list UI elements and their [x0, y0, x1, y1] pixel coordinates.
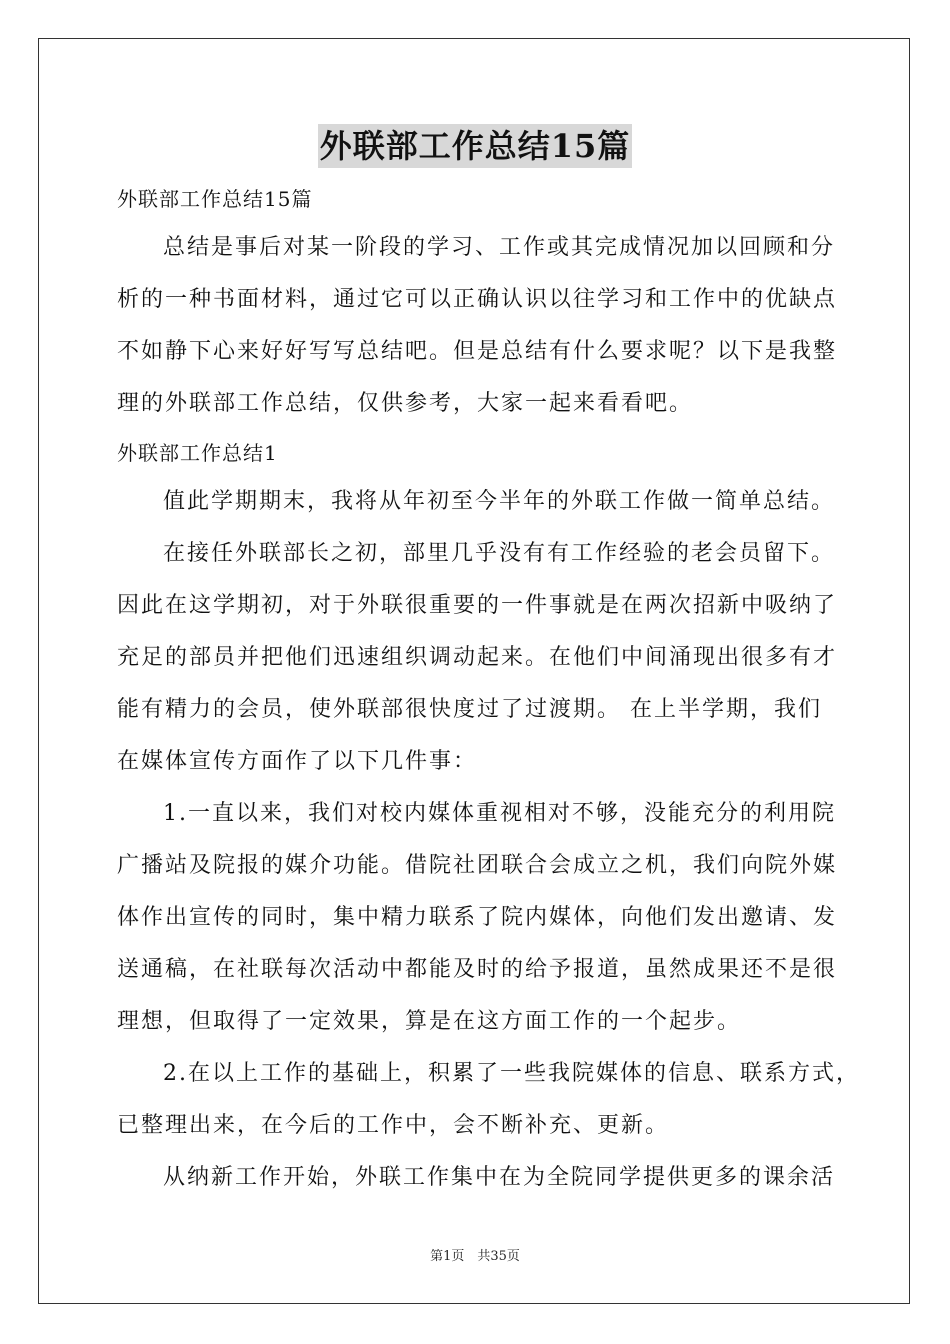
para3-line: 理想，但取得了一定效果，算是在这方面工作的一个起步。: [117, 1009, 742, 1034]
para5-line: 从纳新工作开始，外联工作集中在为全院同学提供更多的课余活: [163, 1165, 836, 1190]
document-title: 外联部工作总结15篇: [318, 124, 633, 168]
section-heading: 外联部工作总结1: [117, 441, 278, 465]
document-body: [117, 176, 860, 1204]
para2-line: 在媒体宣传方面作了以下几件事：: [117, 749, 478, 774]
page-footer: [0, 1245, 950, 1264]
para3-line: 1.一直以来，我们对校内媒体重视相对不够，没能充分的利用院: [163, 801, 836, 826]
page-number: 第1页 共35页: [430, 1249, 520, 1264]
intro-line: 总结是事后对某一阶段的学习、工作或其完成情况加以回顾和分: [163, 235, 836, 260]
para3-line: 广播站及院报的媒介功能。借院社团联合会成立之机，我们向院外媒: [117, 853, 838, 878]
title-wrap: [0, 124, 950, 168]
para2-line: 在接任外联部长之初，部里几乎没有有工作经验的老会员留下。: [163, 541, 836, 566]
subtitle: 外联部工作总结15篇: [117, 187, 313, 211]
para3-line: 送通稿，在社联每次活动中都能及时的给予报道，虽然成果还不是很: [117, 957, 838, 982]
para2-line: 因此在这学期初，对于外联很重要的一件事就是在两次招新中吸纳了: [117, 593, 838, 618]
para4-line: 已整理出来，在今后的工作中，会不断补充、更新。: [117, 1113, 670, 1138]
intro-line: 析的一种书面材料，通过它可以正确认识以往学习和工作中的优缺点: [117, 287, 838, 312]
intro-line: 不如静下心来好好写写总结吧。但是总结有什么要求呢？以下是我整: [117, 339, 838, 364]
para1-line: 值此学期期末，我将从年初至今半年的外联工作做一简单总结。: [163, 489, 836, 514]
para4-line: 2.在以上工作的基础上，积累了一些我院媒体的信息、联系方式，: [163, 1061, 860, 1086]
intro-line: 理的外联部工作总结，仅供参考，大家一起来看看吧。: [117, 391, 694, 416]
para3-line: 体作出宣传的同时，集中精力联系了院内媒体，向他们发出邀请、发: [117, 905, 838, 930]
para2-line: 充足的部员并把他们迅速组织调动起来。在他们中间涌现出很多有才: [117, 645, 838, 670]
para2-line: 能有精力的会员，使外联部很快度过了过渡期。 在上半学期，我们: [117, 697, 822, 722]
